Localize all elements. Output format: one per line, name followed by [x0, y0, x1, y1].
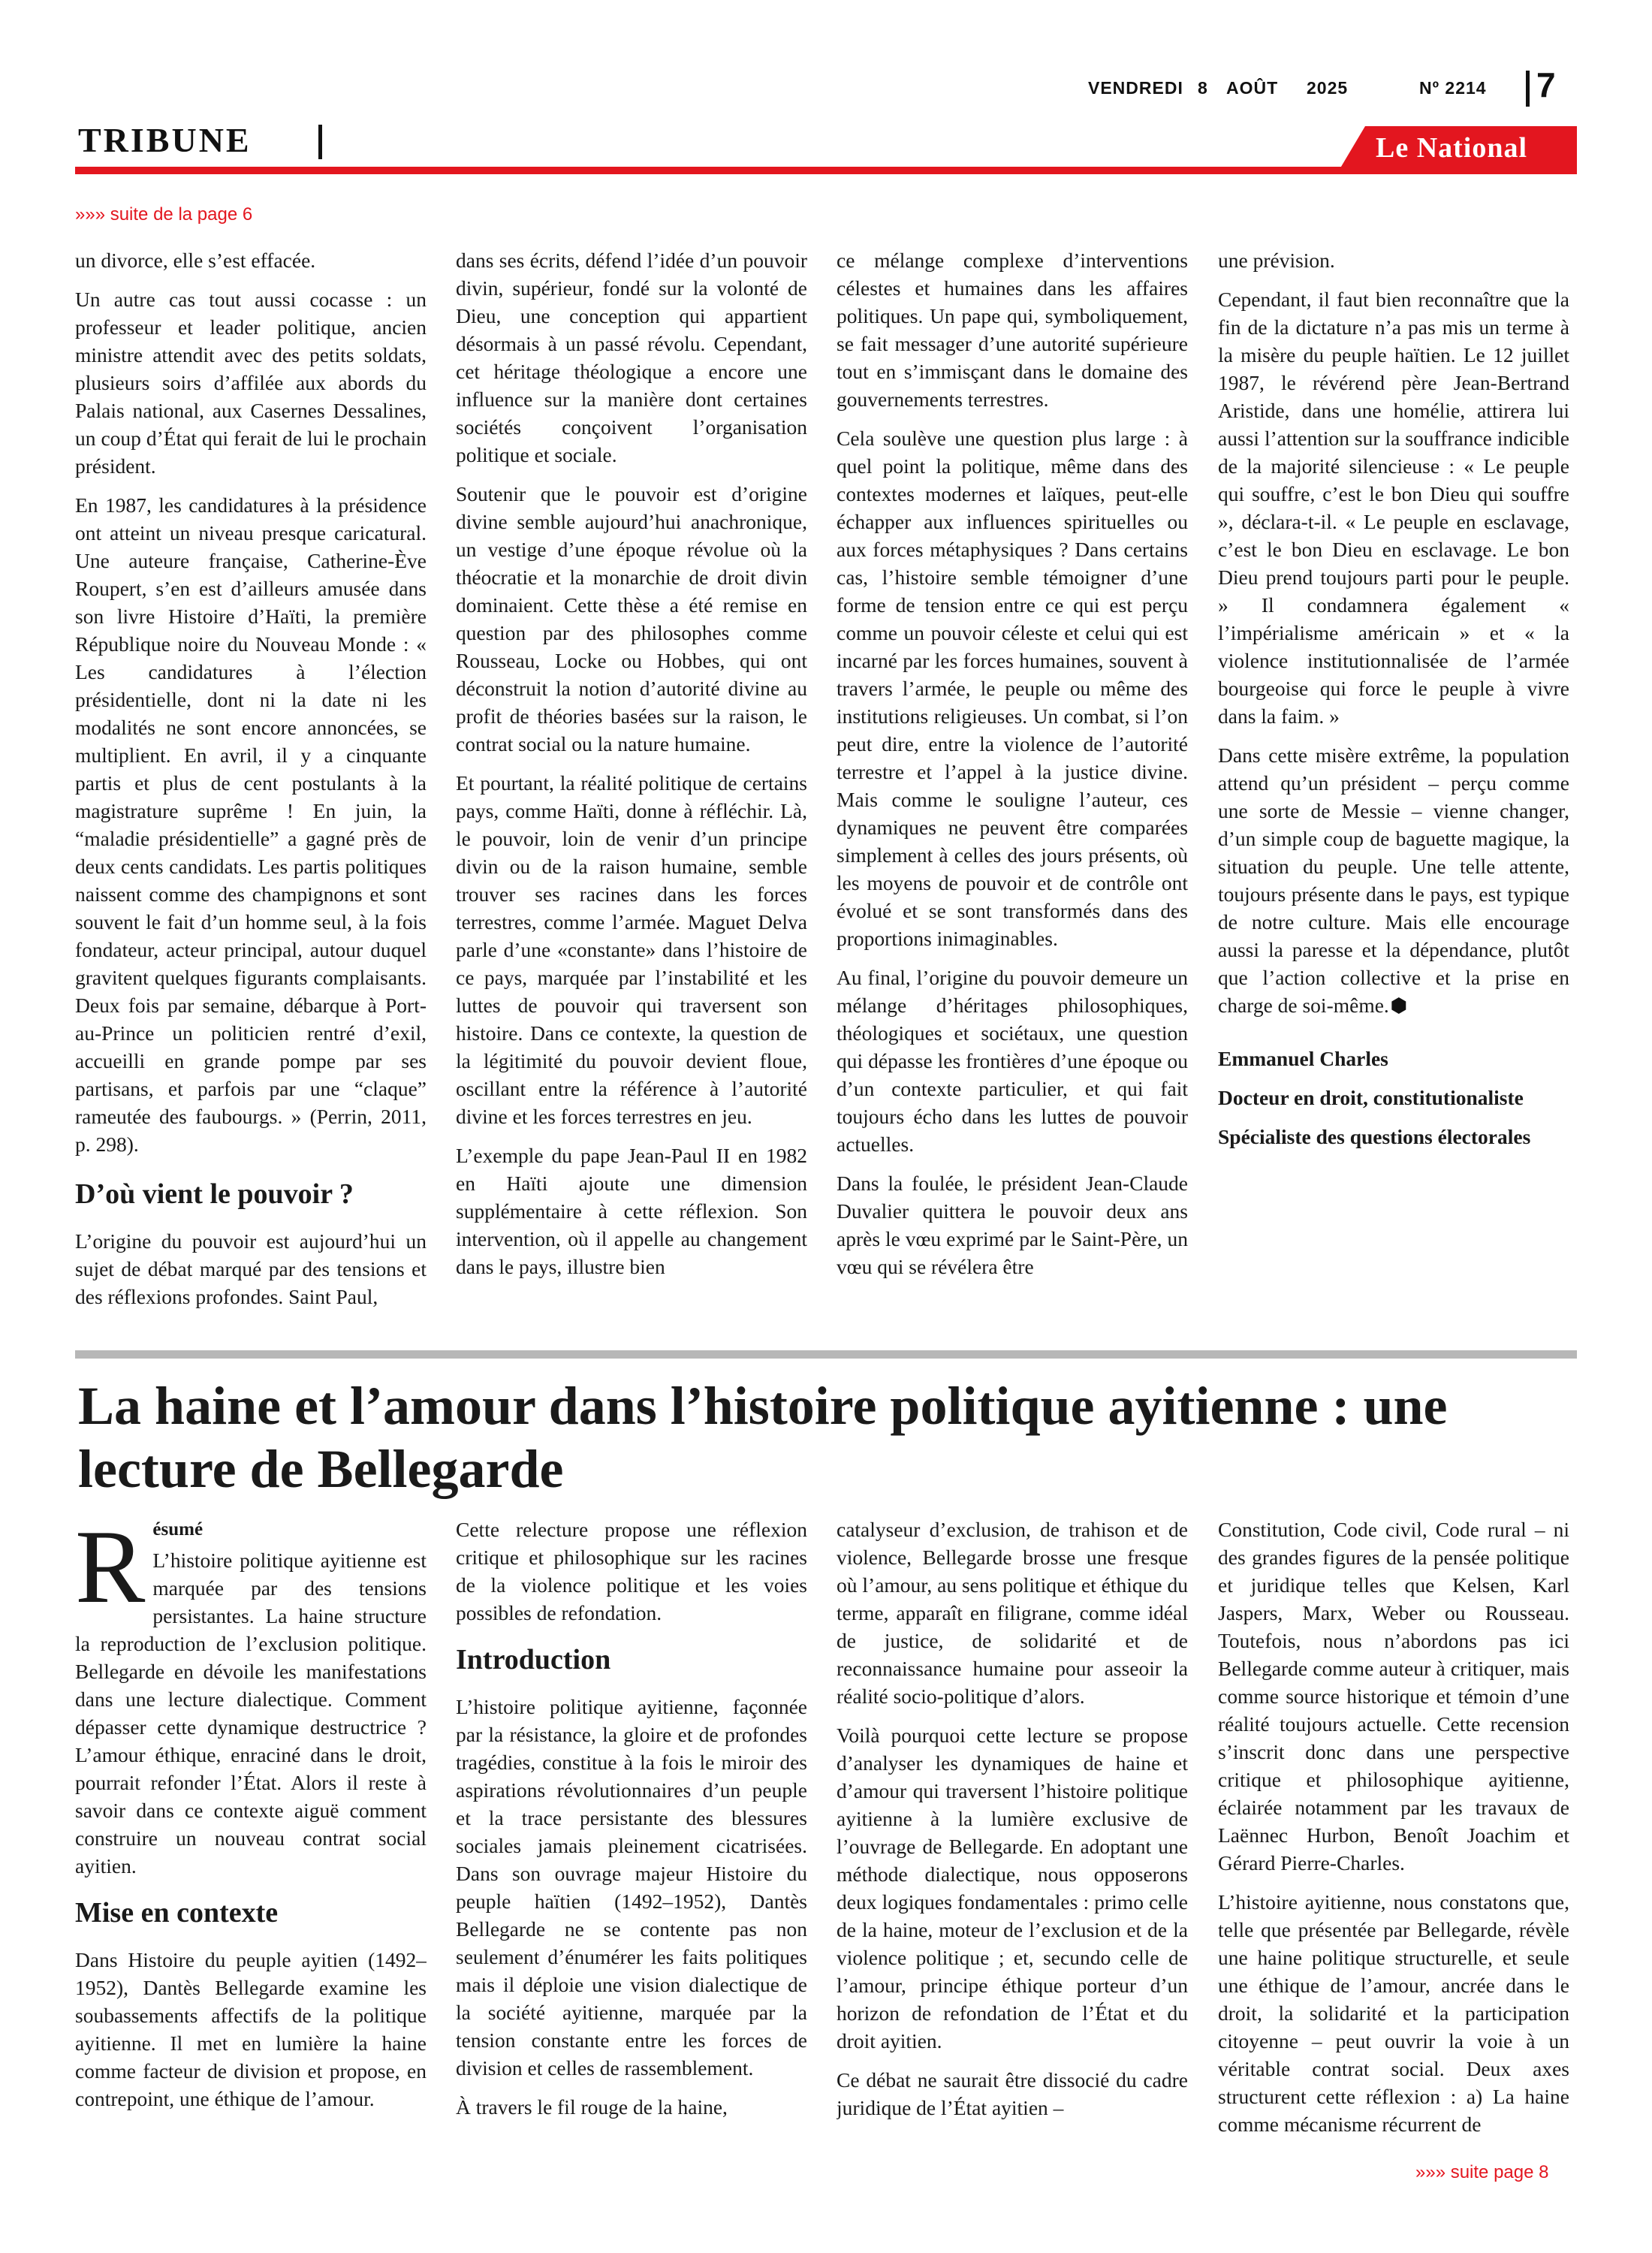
bottom-article-column-1	[75, 1516, 427, 2154]
end-of-article-icon	[1391, 997, 1407, 1014]
subheading: D’où vient le pouvoir ?	[75, 1178, 354, 1210]
top-article-column-3	[837, 246, 1188, 1328]
top-article-column-2	[456, 246, 807, 1328]
paragraph: L’histoire ayitienne, nous constatons que, telle que présentée par Bellegarde, révèle une haine politique structurelle, et seule une éthique de l’amour, ancrée dans le droit, la solidarité et la participation citoyenne – peut ouvrir la voie à un véritable contrat social. Deux axes structurent cette réflexion : a) La haine comme mécanisme récurrent de	[1218, 1890, 1569, 2136]
section-divider	[318, 125, 322, 159]
page-number-divider	[1526, 71, 1530, 107]
paragraph: une prévision.	[1218, 249, 1335, 272]
abstract-text: L’histoire politique ayitienne est marquée par des tensions persistantes. La haine structure la reproduction de l’exclusion politique. Bellegarde en dévoile les manifestations dans une lecture dialectique. Comment dépasser cette dynamique destructrice ? L’amour éthique, enraciné dans le droit, pourrait refonder l’État. Alors il reste à savoir dans ce contexte aiguë comment construire un nouveau contrat social ayitien.	[75, 1549, 427, 1878]
bottom-article-column-3	[837, 1516, 1188, 2154]
paragraph: L’exemple du pape Jean-Paul II en 1982 en Haïti ajoute une dimension supplémentaire à cette réflexion. Son intervention, où il appelle au changement dans le pays, illustre bien	[456, 1144, 807, 1278]
paragraph: Dans la foulée, le président Jean-Claude Duvalier quittera le pouvoir deux ans après le vœu exprimé par le Saint-Père, un vœu qui se révélera être	[837, 1172, 1188, 1278]
paragraph: Un autre cas tout aussi cocasse : un professeur et leader politique, ancien ministre attendit avec des petits soldats, plusieurs soirs d’affilée aux abords du Palais national, aux Casernes Dessalines, un coup d’État qui ferait de lui le prochain président.	[75, 288, 427, 478]
header-year: 2025	[1307, 78, 1349, 98]
paragraph: Ce débat ne saurait être dissocié du cadre juridique de l’État ayitien –	[837, 2068, 1188, 2119]
paragraph: Dans Histoire du peuple ayitien (1492–1952), Dantès Bellegarde examine les soubassements affectifs de la politique ayitienne. Il met en lumière la haine comme facteur de division et propose, en contrepoint, une éthique de l’amour.	[75, 1948, 427, 2110]
author-specialty: Spécialiste des questions électorales	[1218, 1125, 1531, 1148]
paragraph: En 1987, les candidatures à la présidence ont atteint un niveau presque caricatural. Une auteure française, Catherine-Ève Roupert, s’en est d’ailleurs amusée dans son livre Histoire d’Haïti, la première République noire du Nouveau Monde : « Les candidatures à l’élection présidentielle, dont ni la date ni les modalités ne sont encore annoncées, se multiplient. En avril, il y a cinquante partis et plus de cent postulants à la magistrature suprême ! En juin, la “maladie présidentielle” a gagné près de deux cents candidats. Les partis politiques naissent comme des champignons et sont souvent le fait d’un homme seul, à la fois fondateur, acteur principal, autour duquel gravitent quelques figurants complaisants. Deux fois par semaine, débarque à Port-au-Prince un politicien rentré d’exil, accueilli en grande pompe par ses partisans, et parfois par une “claque” rameutée des faubourgs. » (Perrin, 2011, p. 298).	[75, 493, 427, 1156]
continued-from-link[interactable]: »»» suite de la page 6	[75, 204, 253, 225]
header-month: AOÛT	[1226, 78, 1279, 98]
paragraph: Au final, l’origine du pouvoir demeure un mélange d’héritages philosophiques, théologiques et sociétaux, une question qui dépasse les frontières d’une époque ou d’un contexte particulier, et qui fait toujours écho dans les luttes de pouvoir actuelles.	[837, 966, 1188, 1156]
bottom-article-column-4	[1218, 1516, 1569, 2154]
header-date: 8	[1198, 78, 1208, 98]
paragraph: catalyseur d’exclusion, de trahison et de violence, Bellegarde brosse une fresque où l’amour, au sens politique et éthique du terme, apparaît en filigrane, comme idéal de justice, de solidarité et de reconnaissance humaine pour asseoir la réalité socio-politique d’alors.	[837, 1518, 1188, 1708]
paragraph: ce mélange complexe d’interventions célestes et humaines dans les affaires politiques. Un pape qui, symboliquement, se fait messager d’une autorité supérieure tout en s’immisçant dans le domaine des gouvernements terrestres.	[837, 249, 1188, 411]
bottom-article-column-2	[456, 1516, 807, 2154]
top-article-column-1	[75, 246, 427, 1328]
author-name: Emmanuel Charles	[1218, 1047, 1388, 1070]
paragraph: un divorce, elle s’est effacée.	[75, 249, 316, 272]
paragraph: Cette relecture propose une réflexion critique et philosophique sur les racines de la violence politique et les voies possibles de refondation.	[456, 1518, 807, 1624]
paragraph: Constitution, Code civil, Code rural – ni des grandes figures de la pensée politique et juridique telles que Kelsen, Karl Jaspers, Marx, Weber ou Rousseau. Toutefois, nous n’abordons pas ici Bellegarde comme auteur à critiquer, mais comme source historique et témoin d’une réalité toujours actuelle. Cette recension s’inscrit donc dans une perspective critique et philosophique ayitienne, éclairée notamment par les travaux de Laënnec Hurbon, Benoît Joachim et Gérard Pierre-Charles.	[1218, 1518, 1569, 1874]
paragraph: L’histoire politique ayitienne, façonnée par la résistance, la gloire et de profondes tragédies, constitue à la fois le miroir des aspirations révolutionnaires d’un peuple et la trace persistante des blessures sociales jamais pleinement cicatrisées. Dans son ouvrage majeur Histoire du peuple haïtien (1492–1952), Dantès Bellegarde ne se contente pas non seulement d’énumérer les faits politiques mais il déploie une vision dialectique de la société ayitienne, marquée par la tension constante entre les forces de division et celles de rassemblement.	[456, 1695, 807, 2080]
paragraph: À travers le fil rouge de la haine,	[456, 2095, 728, 2119]
paragraph: Soutenir que le pouvoir est d’origine divine semble aujourd’hui anachronique, un vestige d’une époque révolue où la théocratie et la monarchie de droit divin dominaient. Cette thèse a été remise en question par des philosophes comme Rousseau, Locke ou Hobbes, qui ont déconstruit la notion d’autorité divine au profit de théories basées sur la raison, le contrat social ou la nature humaine.	[456, 482, 807, 756]
abstract-label: ésumé	[152, 1519, 203, 1540]
paragraph-text: Dans cette misère extrême, la population attend qu’un président – perçu comme une sorte de Messie – vienne changer, d’un simple coup de baguette magique, la situation du peuple. Une telle attente, toujours présente dans le pays, est typique de notre culture. Mais elle encourage aussi la paresse et la dépendance, plutôt que l’action collective et la prise en charge de soi-même.	[1218, 743, 1569, 1017]
paragraph-last	[1218, 741, 1569, 1019]
issue-number: Nº 2214	[1419, 78, 1487, 98]
header-day: VENDREDI	[1088, 78, 1183, 98]
section-title: TRIBUNE	[78, 121, 252, 159]
continued-on-link[interactable]: »»» suite page 8	[1415, 2162, 1549, 2182]
paragraph: Et pourtant, la réalité politique de certains pays, comme Haïti, donne à réfléchir. Là, le pouvoir, loin de venir d’un principe divin ou de la raison humaine, semble trouver ses racines dans les forces terrestres, comme l’armée. Maguet Delva parle d’une «constante» dans l’histoire de ce pays, marquée par l’instabilité et les luttes de pouvoir qui traversent son histoire. Dans ce contexte, la question de la légitimité du pouvoir devient floue, oscillant entre la référence à l’autorité divine et les forces terrestres en jeu.	[456, 771, 807, 1128]
paragraph: Cependant, il faut bien reconnaître que la fin de la dictature n’a pas mis un terme à la misère du peuple haïtien. Le 12 juillet 1987, le révérend père Jean-Bertrand Aristide, dans une homélie, attirera lui aussi l’attention sur la souffrance indicible de la majorité silencieuse : « Le peuple qui souffre, c’est le bon Dieu qui souffre », déclara-t-il. « Le peuple en esclavage, c’est le bon Dieu en esclavage. Le bon Dieu prend toujours parti pour le peuple. » Il condamnera également « l’impérialisme américain » et « la violence institutionnalisée de l’armée bourgeoise qui force le peuple à vivre dans la faim. »	[1218, 288, 1569, 728]
author-title: Docteur en droit, constitutionaliste	[1218, 1086, 1524, 1109]
top-article-column-4	[1218, 246, 1569, 1328]
article-separator	[75, 1350, 1577, 1359]
page-number: 7	[1536, 65, 1556, 104]
drop-cap: R	[75, 1516, 146, 1625]
paragraph: dans ses écrits, défend l’idée d’un pouvoir divin, supérieur, fondé sur la volonté de Dieu, une conception qui appartient désormais à un passé révolu. Cependant, cet héritage théologique a encore une influence sur la manière dont certaines sociétés conçoivent l’organisation politique et sociale.	[456, 249, 807, 466]
paragraph: L’origine du pouvoir est aujourd’hui un sujet de débat marqué par des tensions et des réflexions profondes. Saint Paul,	[75, 1229, 427, 1308]
newspaper-logo: Le National	[1376, 132, 1528, 164]
article-headline: La haine et l’amour dans l’histoire politique ayitienne : une lecture de Bellegarde	[78, 1376, 1448, 1499]
subheading: Mise en contexte	[75, 1897, 279, 1929]
paragraph: Voilà pourquoi cette lecture se propose d’analyser les dynamiques de haine et d’amour qui traversent l’histoire politique ayitienne à la lumière exclusive de l’ouvrage de Bellegarde. En adoptant une méthode dialectique, nous opposerons deux logiques fondamentales : primo celle de la haine, moteur de l’exclusion et de la violence politique ; et, secundo celle de l’amour, principe éthique porteur d’un horizon de refondation de l’État et du droit ayitien.	[837, 1724, 1188, 2052]
subheading: Introduction	[456, 1644, 611, 1675]
paragraph: Cela soulève une question plus large : à quel point la politique, même dans des contextes modernes et laïques, peut-elle échapper aux influences spirituelles ou aux forces métaphysiques ? Dans certains cas, l’histoire semble témoigner d’une forme de tension entre ce qui est perçu comme un pouvoir céleste et celui qui est incarné par les forces humaines, souvent à travers l’armée, le peuple ou même des institutions religieuses. Un combat, si l’on peut dire, entre la violence de l’autorité terrestre et l’appel à la justice divine. Mais comme le souligne l’auteur, ces dynamiques ne peuvent être comparées simplement à celles des jours présents, où les moyens de pouvoir et de contrôle ont évolué et se sont transformés dans des proportions inimaginables.	[837, 427, 1188, 950]
